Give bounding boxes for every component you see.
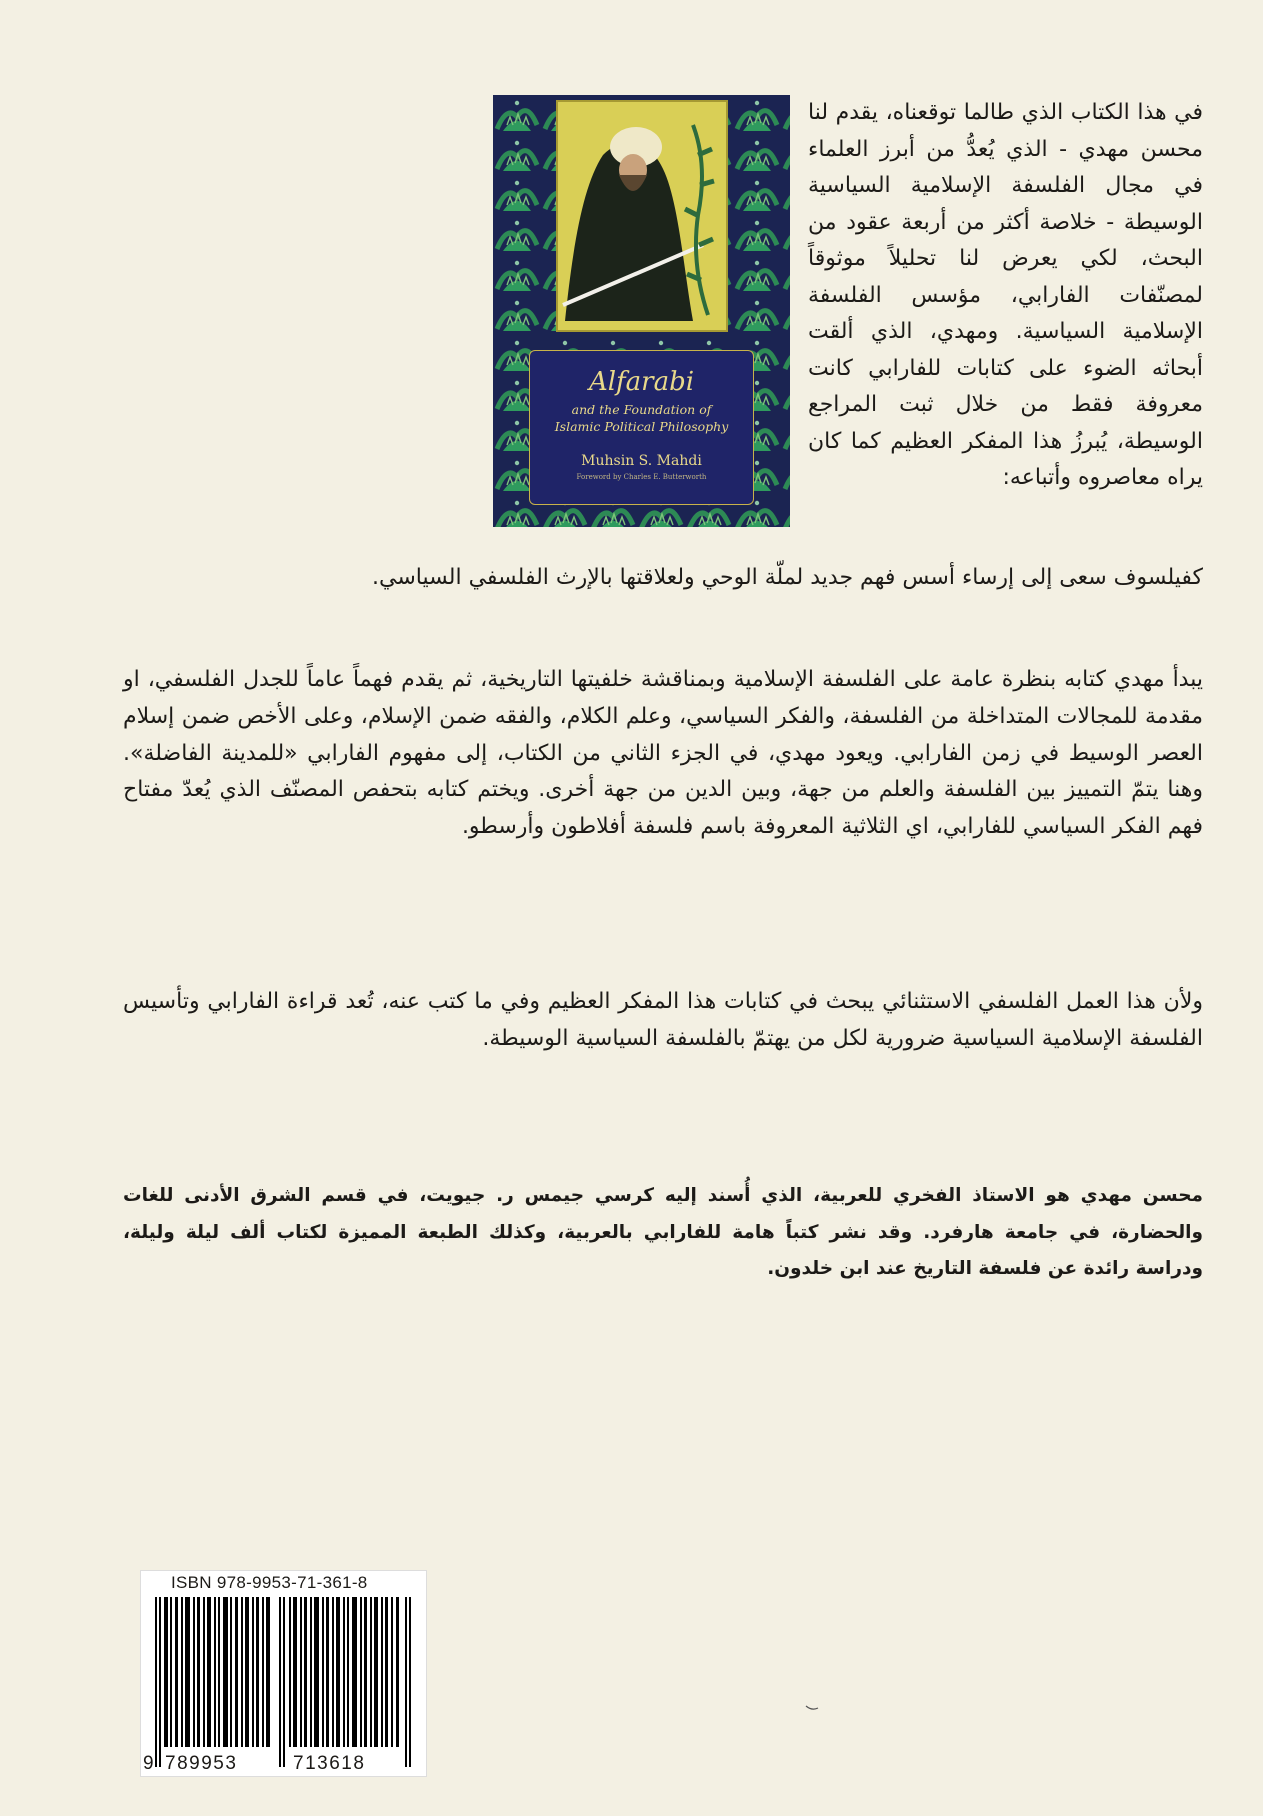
isbn-label: ISBN 978-9953-71-361-8: [171, 1573, 368, 1592]
book-summary-paragraph: يبدأ مهدي كتابه بنظرة عامة على الفلسفة الإسلامية وبمناقشة خلفيتها التاريخية، ثم يقدم فهماً عاماً للجدل الفلسفي، او مقدمة للمجالات المتداخلة من الفلسفة، والفكر السياسي، وعلم الكلام، والفقه ضمن الإسلام، وعلى الأخص ضمن إسلام العصر الوسيط في زمن الفارابي. ويعود مهدي، في الجزء الثاني من الكتاب، إلى مفهوم الفارابي «للمدينة الفاضلة». وهنا يتمّ التمييز بين الفلسفة والعلم من جهة، وبين الدين من جهة أخرى. ويختم كتابه بتحفص المصنّف الذي يُعدّ مفتاح فهم الفكر السياسي للفارابي، اي الثلاثية المعروفة باسم فلسفة أفلاطون وأرسطو.: [123, 667, 1203, 840]
cover-title-panel: [529, 350, 754, 505]
cover-foreword: Foreword by Charles E. Butterworth: [576, 473, 707, 481]
author-bio: محسن مهدي هو الاستاذ الفخري للعربية، الذي أُسند إليه كرسي جيمس ر. جيويت، في قسم الشرق الأدنى للغات والحضارة، في جامعة هارفرد. وقد نشر كتباً هامة للفارابي بالعربية، وكذلك الطبعة المميزة لكتاب ألف ليلة وليلة، ودراسة رائدة عن فلسفة التاريخ عند ابن خلدون.: [123, 1185, 1203, 1279]
cover-subtitle-line2: Islamic Political Philosophy: [554, 419, 729, 434]
barcode-digit-first: 9: [143, 1753, 154, 1774]
cover-author: Muhsin S. Mahdi: [581, 453, 702, 469]
barcode-digits-right: 713618: [293, 1753, 366, 1774]
isbn-barcode: [140, 1570, 427, 1777]
barcode-digits-left: 789953: [165, 1753, 238, 1774]
intro-paragraph-top: في هذا الكتاب الذي طالما توقعناه، يقدم لنا محسن مهدي - الذي يُعدُّ من أبرز العلماء في مجال الفلسفة الإسلامية السياسية الوسيطة - خلاصة أكثر من أربعة عقود من البحث، لكي يعرض لنا تحليلاً موثوقاً لمصنّفات الفارابي، مؤسس الفلسفة الإسلامية السياسية. ومهدي، الذي ألقت أبحاثه الضوء على كتابات للفارابي كانت معروفة فقط من خلال ثبت المراجع الوسيطة، يُبرزُ هذا المفكر العظيم كما كان يراه معاصروه وأتباعه:: [808, 100, 1203, 490]
conclusion-paragraph: ولأن هذا العمل الفلسفي الاستثنائي يبحث في كتابات هذا المفكر العظيم وفي ما كتب عنه، تُعد قراءة الفارابي وتأسيس الفلسفة الإسلامية السياسية ضرورية لكل من يهتمّ بالفلسفة السياسية الوسيطة.: [123, 989, 1203, 1051]
barcode-bars: [155, 1597, 413, 1767]
stray-mark: [805, 1705, 819, 1711]
cover-subtitle-line1: and the Foundation of: [571, 402, 712, 417]
intro-paragraph-bottom: كفيلسوف سعى إلى إرساء أسس فهم جديد لملّة الوحي ولعلاقتها بالإرث الفلسفي السياسي.: [372, 565, 1203, 590]
cover-title: Alfarabi: [588, 367, 695, 397]
book-cover-image: [493, 95, 790, 527]
